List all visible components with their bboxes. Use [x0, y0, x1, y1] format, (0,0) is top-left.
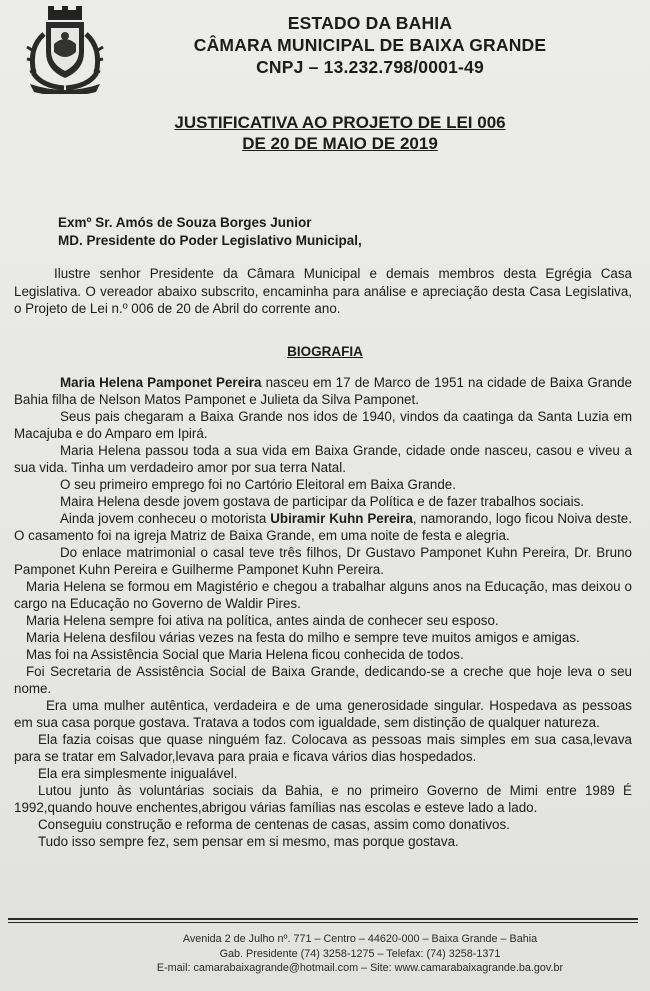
biography-paragraph: Maria Helena sempre foi ativa na política, antes ainda de conhecer seu esposo.	[26, 613, 499, 628]
header-cnpj: CNPJ – 13.232.798/0001-49	[256, 57, 484, 77]
biography-paragraph: Seus pais chegaram a Baixa Grande nos idos de 1940, vindos da caatinga da Santa Luzia em Macajuba e do Amparo em Ipirá.	[14, 409, 632, 441]
addressee-name: Exmº Sr. Amós de Souza Borges Junior	[58, 215, 312, 230]
biography-paragraph: Maria Helena se formou em Magistério e chegou a trabalhar alguns anos na Educação, mas deixou o cargo na Educação no Governo de Waldir Pires.	[14, 579, 632, 611]
biography-text: Ainda jovem conheceu o motorista	[60, 511, 271, 526]
footer-divider	[8, 918, 638, 920]
biography-paragraph: Lutou junto às voluntárias sociais da Bahia, e no primeiro Governo de Mimi entre 1989 É 1992,quando houve enchentes,abrigou várias famílias nas escolas e esteve lado a lado.	[14, 783, 632, 815]
biography-paragraph: Era uma mulher autêntica, verdadeira e de uma generosidade singular. Hospedava as pessoas em sua casa porque gostava. Tratava a todos com igualdade, sem distinção de qualquer natureza.	[14, 698, 632, 730]
addressee	[58, 214, 618, 250]
biography-paragraph: Maria Helena passou toda a sua vida em Baixa Grande, cidade onde nasceu, casou e viveu a sua vida. Tinha um verdadeiro amor por sua terra Natal.	[14, 443, 632, 475]
biography-paragraph: Maria Helena desfilou várias vezes na festa do milho e sempre teve muitos amigos e amigas.	[26, 630, 580, 645]
title-line-2: DE 20 DE MAIO DE 2019	[242, 134, 438, 153]
addressee-role: MD. Presidente do Poder Legislativo Municipal,	[58, 233, 362, 248]
header-chamber: CÂMARA MUNICIPAL DE BAIXA GRANDE	[193, 35, 547, 55]
biography-paragraph: Do enlace matrimonial o casal teve três filhos, Dr Gustavo Pamponet Kuhn Pereira, Dr. Bruno Pamponet Kuhn Pereira e Guilherme Pamponet Kuhn Pereira.	[14, 545, 632, 577]
biography-paragraph	[14, 510, 632, 544]
biography-paragraph: Conseguiu construção e reforma de centenas de casas, assim como donativos.	[38, 817, 510, 832]
biography-spouse-name: Ubiramir Kuhn Pereira	[270, 511, 413, 526]
biography-paragraph: Maira Helena desde jovem gostava de participar da Política e de fazer trabalhos sociais.	[60, 494, 585, 509]
footer-contact: E-mail: camarabaixagrande@hotmail.com – Site: www.camarabaixagrande.ba.gov.br	[156, 962, 564, 974]
coat-of-arms-icon	[24, 4, 106, 94]
biography-paragraph: Mas foi na Assistência Social que Maria Helena ficou conhecida de todos.	[26, 647, 464, 662]
header-state: ESTADO DA BAHIA	[287, 13, 453, 33]
biography-paragraph: O seu primeiro emprego foi no Cartório Eleitoral em Baixa Grande.	[60, 477, 456, 492]
intro-paragraph: Ilustre senhor Presidente da Câmara Municipal e demais membros desta Egrégia Casa Legislativa. O vereador abaixo subscrito, encaminha para análise e apreciação desta Casa Legislativa, o Projeto de Lei n.º 006 de 20 de Abril do corrente ano.	[14, 266, 632, 316]
footer	[80, 932, 640, 976]
document-title	[60, 112, 620, 154]
footer-phones: Gab. Presidente (74) 3258-1275 – Telefax: (74) 3258-1371	[219, 947, 501, 960]
biography-paragraph: Tudo isso sempre fez, sem pensar em si mesmo, mas porque gostava.	[38, 834, 459, 849]
section-heading-biography: BIOGRAFIA	[287, 344, 363, 359]
biography-text: nasceu em 17 de Marco de 1951 na cidade de Baixa Grande Bahia filha de Nelson Matos Pamponet e Julieta da Silva Pamponet.	[14, 375, 633, 407]
biography-body	[14, 374, 632, 850]
footer-divider-thin	[8, 922, 638, 923]
biography-paragraph: Ela era simplesmente inigualável.	[38, 766, 238, 781]
biography-text: , namorando, logo ficou Noiva deste. O casamento foi na igreja Matriz de Baixa Grande, em uma noite de festa e alegria.	[14, 511, 632, 543]
biography-paragraph: Foi Secretaria de Assistência Social de Baixa Grande, dedicando-se a creche que hoje leva o seu nome.	[14, 664, 632, 696]
title-line-1: JUSTIFICATIVA AO PROJETO DE LEI 006	[174, 113, 506, 132]
biography-paragraph: Ela fazia coisas que quase ninguém faz. Colocava as pessoas mais simples em sua casa,levava para se tratar em Salvador,levava para praia e ficava vários dias hospedados.	[14, 732, 632, 764]
footer-address: Avenida 2 de Julho nº. 771 – Centro – 44620-000 – Baixa Grande – Bahia	[182, 933, 538, 945]
letterhead	[130, 12, 610, 78]
biography-subject-name: Maria Helena Pamponet Pereira	[60, 375, 262, 390]
biography-paragraph	[14, 374, 632, 408]
